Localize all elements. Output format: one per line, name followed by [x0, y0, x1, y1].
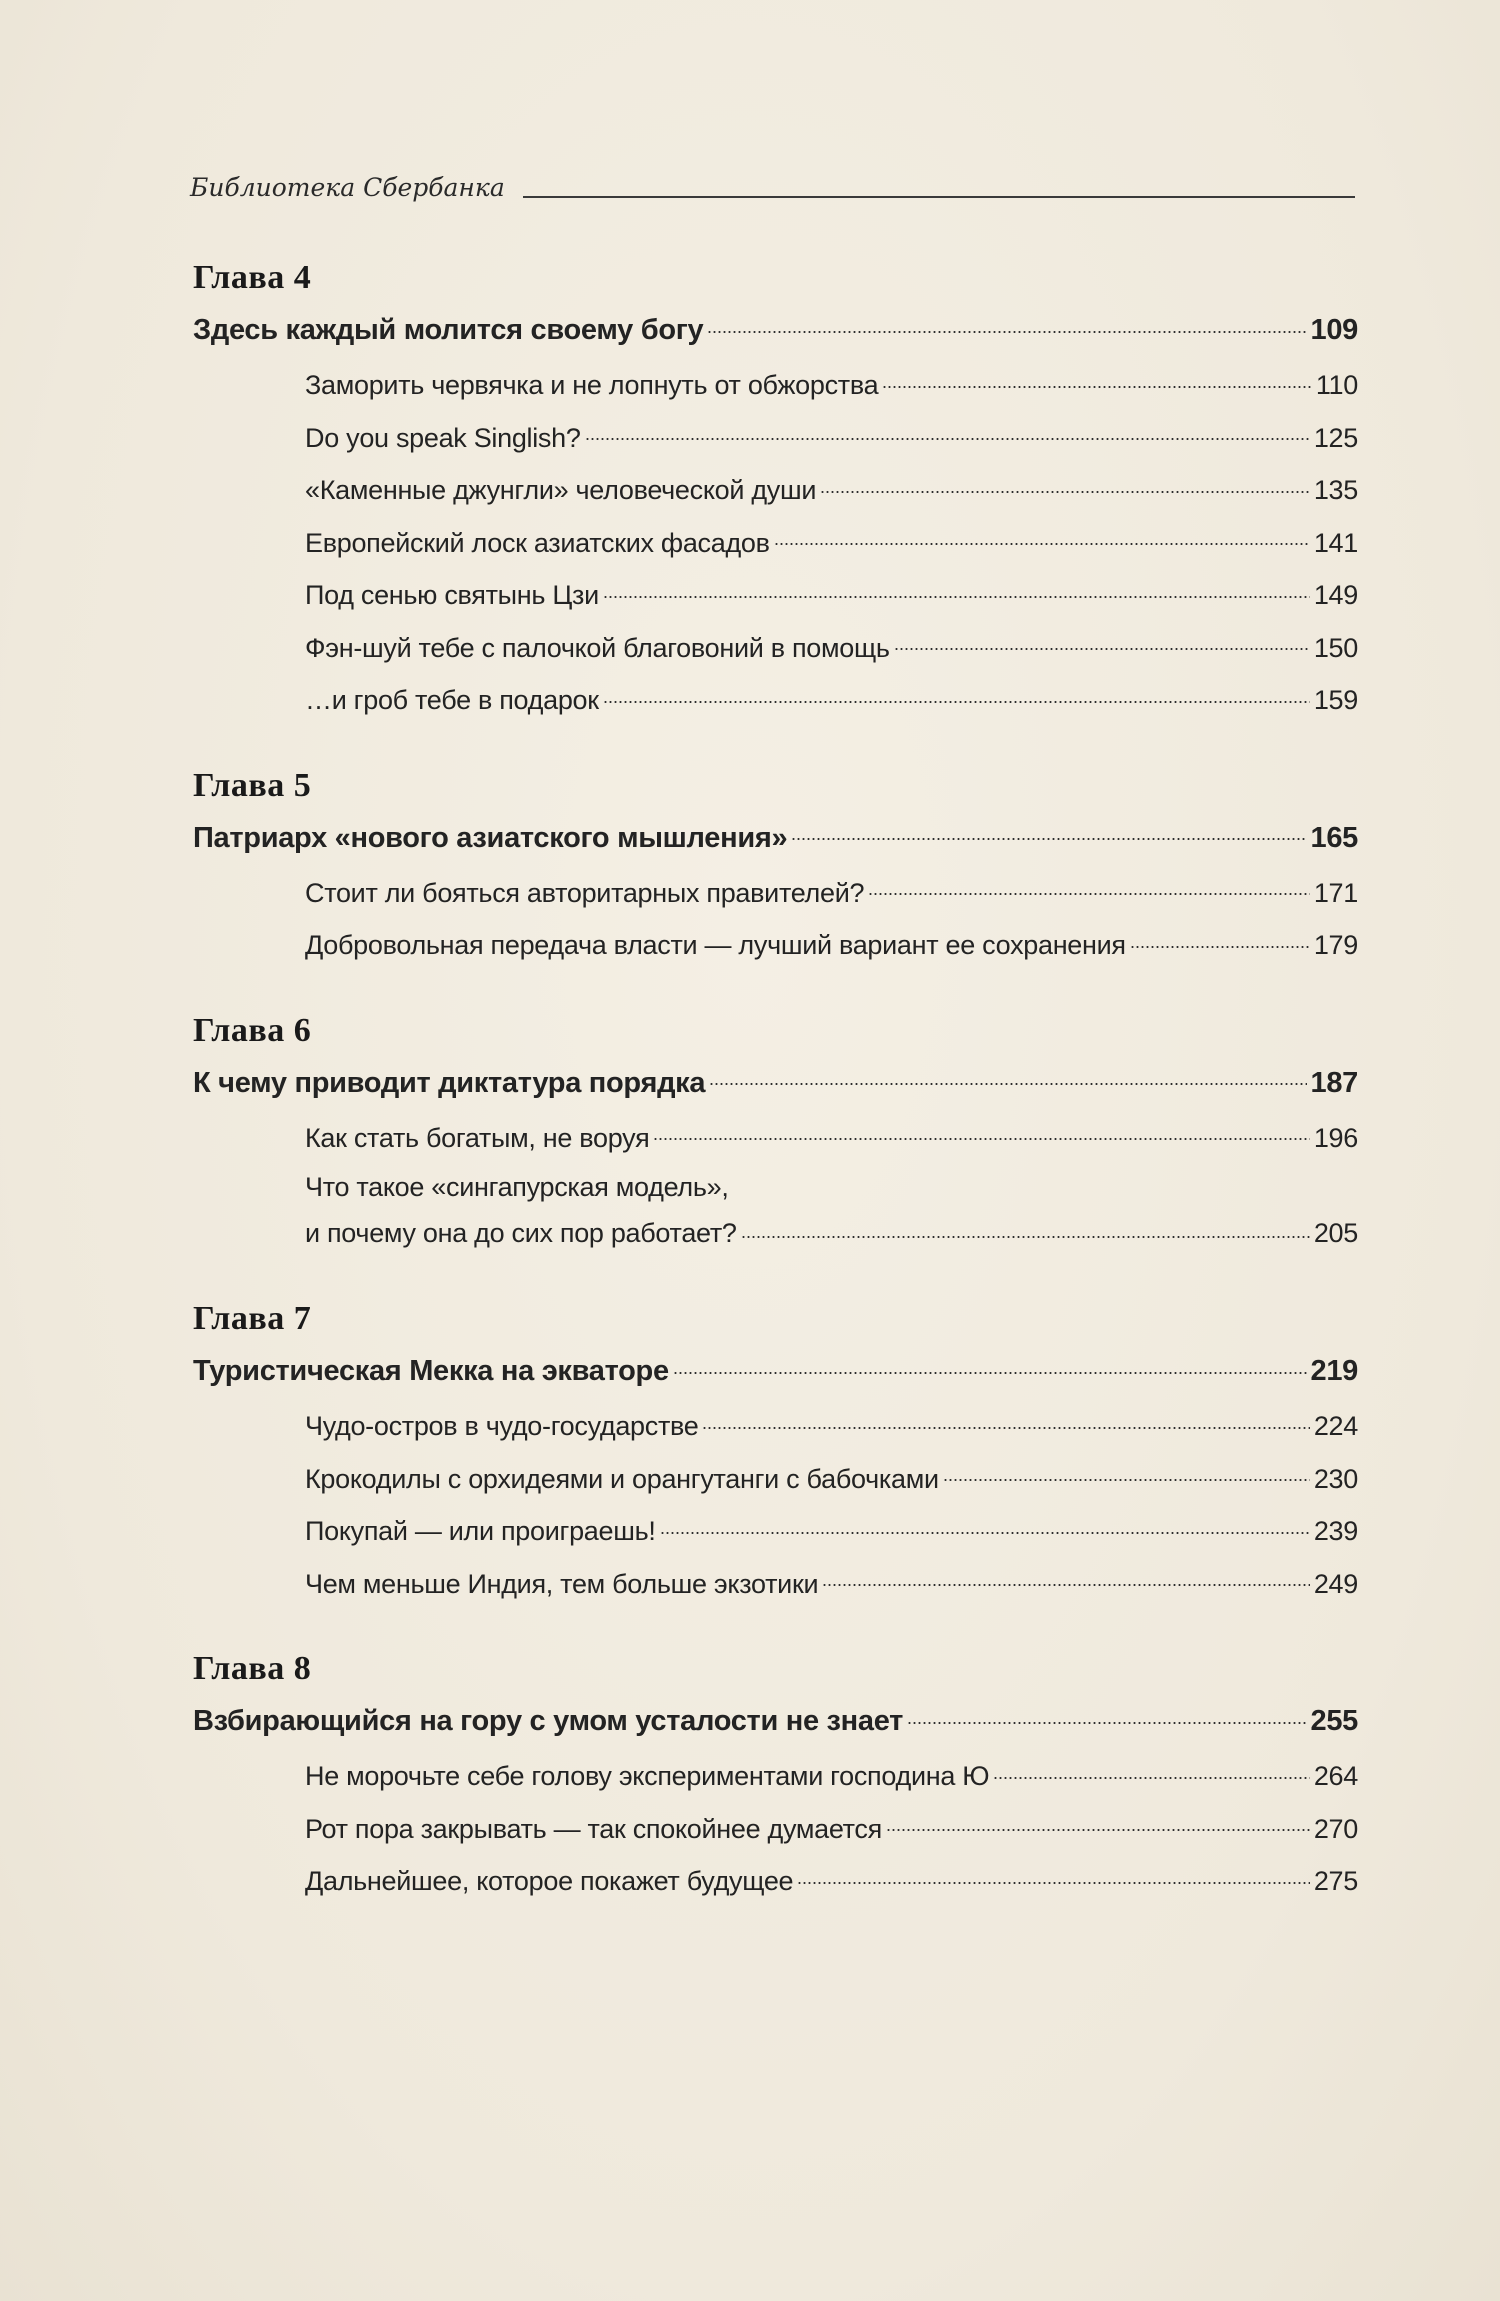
toc-chapter-entry[interactable]	[193, 301, 1358, 359]
leader-dots	[943, 1461, 1310, 1488]
toc-section-entry[interactable]	[193, 919, 1358, 972]
toc-chapter-entry[interactable]	[193, 809, 1358, 867]
section-title: Не морочьте себе голову экспериментами господина Ю	[305, 1761, 990, 1791]
toc-section-entry[interactable]	[193, 569, 1358, 622]
chapter-6	[193, 1008, 1358, 1261]
leader-dots	[886, 1811, 1310, 1838]
toc-section-entry[interactable]	[193, 464, 1358, 517]
section-title-line-2: и почему она до сих пор работает?	[305, 1218, 737, 1248]
chapter-5	[193, 763, 1358, 972]
page-number: 159	[1313, 685, 1358, 715]
toc-section-entry[interactable]	[193, 1855, 1358, 1908]
toc-chapter-entry[interactable]	[193, 1692, 1358, 1750]
section-title: Do you speak Singlish?	[305, 422, 581, 453]
section-title: «Каменные джунгли» человеческой души	[305, 475, 817, 505]
toc-section-entry[interactable]	[193, 1750, 1358, 1803]
chapter-label: Глава 8	[193, 1650, 312, 1687]
chapter-title: Здесь каждый молится своему богу	[193, 314, 704, 346]
toc-section-entry[interactable]	[193, 412, 1358, 465]
leader-dots	[822, 1566, 1310, 1593]
section-title: Покупай — или проиграешь!	[305, 1516, 656, 1546]
leader-dots	[707, 310, 1306, 339]
leader-dots	[820, 472, 1310, 499]
running-head-title: Библиотека Сбербанка	[190, 173, 505, 202]
page-number: 239	[1313, 1516, 1358, 1546]
page-number: 270	[1313, 1813, 1358, 1844]
section-title	[305, 1164, 737, 1260]
chapter-title: Взбирающийся на гору с умом усталости не знает	[193, 1705, 904, 1737]
page-number: 125	[1313, 422, 1358, 453]
chapter-4	[193, 255, 1358, 727]
toc-section-entry[interactable]	[193, 867, 1358, 920]
chapter-8	[193, 1646, 1358, 1908]
toc-section-entry[interactable]	[193, 674, 1358, 727]
section-title-line-1: Что такое «сингапурская модель»,	[305, 1172, 729, 1202]
running-head-rule	[523, 196, 1355, 198]
toc-section-entry[interactable]	[193, 359, 1358, 412]
page-number: 109	[1310, 314, 1358, 346]
leader-dots	[660, 1513, 1310, 1540]
leader-dots	[709, 1063, 1306, 1092]
leader-dots	[791, 818, 1306, 847]
toc-chapter-entry[interactable]	[193, 1054, 1358, 1112]
leader-dots	[894, 630, 1310, 657]
chapter-7	[193, 1296, 1358, 1610]
leader-dots	[741, 1217, 1310, 1244]
page-number: 224	[1313, 1411, 1358, 1441]
leader-dots	[603, 682, 1310, 709]
leader-dots	[868, 875, 1310, 902]
section-title: Под сенью святынь Цзи	[305, 580, 599, 610]
chapter-label: Глава 6	[193, 1011, 312, 1049]
toc-section-entry[interactable]	[193, 622, 1358, 675]
toc-section-entry[interactable]	[193, 1400, 1358, 1453]
toc-section-entry[interactable]	[193, 1803, 1358, 1856]
chapter-title: Патриарх «нового азиатского мышления»	[193, 821, 788, 854]
section-title: …и гроб тебе в подарок	[305, 685, 599, 715]
toc-section-entry[interactable]	[193, 1112, 1358, 1165]
section-title: Стоит ли бояться авторитарных правителей?	[305, 877, 865, 908]
toc-section-entry[interactable]	[193, 517, 1358, 570]
leader-dots	[907, 1701, 1306, 1730]
page-number: 264	[1313, 1761, 1358, 1791]
chapter-title: Туристическая Мекка на экваторе	[193, 1355, 669, 1387]
section-title: Крокодилы с орхидеями и орангутанги с бабочками	[305, 1463, 939, 1494]
leader-dots	[993, 1758, 1310, 1785]
page-number: 165	[1310, 821, 1358, 854]
page-number: 219	[1310, 1355, 1358, 1387]
leader-dots	[797, 1863, 1310, 1890]
page-number: 141	[1313, 527, 1358, 558]
page-number: 149	[1313, 580, 1358, 610]
section-title: Рот пора закрывать — так спокойнее думается	[305, 1813, 882, 1844]
page-number: 110	[1315, 370, 1358, 400]
section-title: Как стать богатым, не воруя	[305, 1122, 650, 1153]
section-title: Добровольная передача власти — лучший вариант ее сохранения	[305, 930, 1126, 960]
leader-dots	[603, 577, 1310, 604]
leader-dots	[1130, 927, 1310, 954]
page-number: 230	[1313, 1463, 1358, 1494]
leader-dots	[673, 1351, 1307, 1380]
page-number: 255	[1310, 1705, 1358, 1737]
chapter-label: Глава 4	[193, 259, 312, 296]
page-number: 275	[1313, 1866, 1358, 1896]
leader-dots	[585, 420, 1310, 447]
chapter-title: К чему приводит диктатура порядка	[193, 1066, 706, 1099]
section-title: Европейский лоск азиатских фасадов	[305, 527, 770, 558]
section-title: Фэн-шуй тебе с палочкой благовоний в помощь	[305, 632, 890, 663]
page-number: 179	[1313, 930, 1358, 960]
toc-section-entry[interactable]	[193, 1558, 1358, 1611]
leader-dots	[774, 525, 1310, 552]
section-title: Чем меньше Индия, тем больше экзотики	[305, 1568, 819, 1599]
table-of-contents	[193, 255, 1358, 1944]
toc-chapter-entry[interactable]	[193, 1342, 1358, 1400]
page-number: 171	[1313, 877, 1358, 908]
page-number: 187	[1310, 1066, 1358, 1099]
page-number: 135	[1313, 475, 1358, 505]
toc-section-entry[interactable]	[193, 1505, 1358, 1558]
leader-dots	[702, 1408, 1309, 1435]
page-number: 205	[1313, 1218, 1358, 1248]
section-title: Дальнейшее, которое покажет будущее	[305, 1866, 794, 1896]
running-head	[190, 160, 1355, 200]
page-number: 196	[1313, 1122, 1358, 1153]
leader-dots	[653, 1120, 1309, 1147]
section-title: Чудо-остров в чудо-государстве	[305, 1411, 699, 1441]
toc-section-entry[interactable]	[193, 1453, 1358, 1506]
toc-section-entry[interactable]	[193, 1164, 1358, 1260]
page-number: 150	[1313, 632, 1358, 663]
section-title: Заморить червячка и не лопнуть от обжорства	[305, 370, 879, 400]
page-number: 249	[1313, 1568, 1358, 1599]
leader-dots	[882, 367, 1312, 394]
chapter-label: Глава 7	[193, 1300, 312, 1337]
chapter-label: Глава 5	[193, 766, 312, 804]
